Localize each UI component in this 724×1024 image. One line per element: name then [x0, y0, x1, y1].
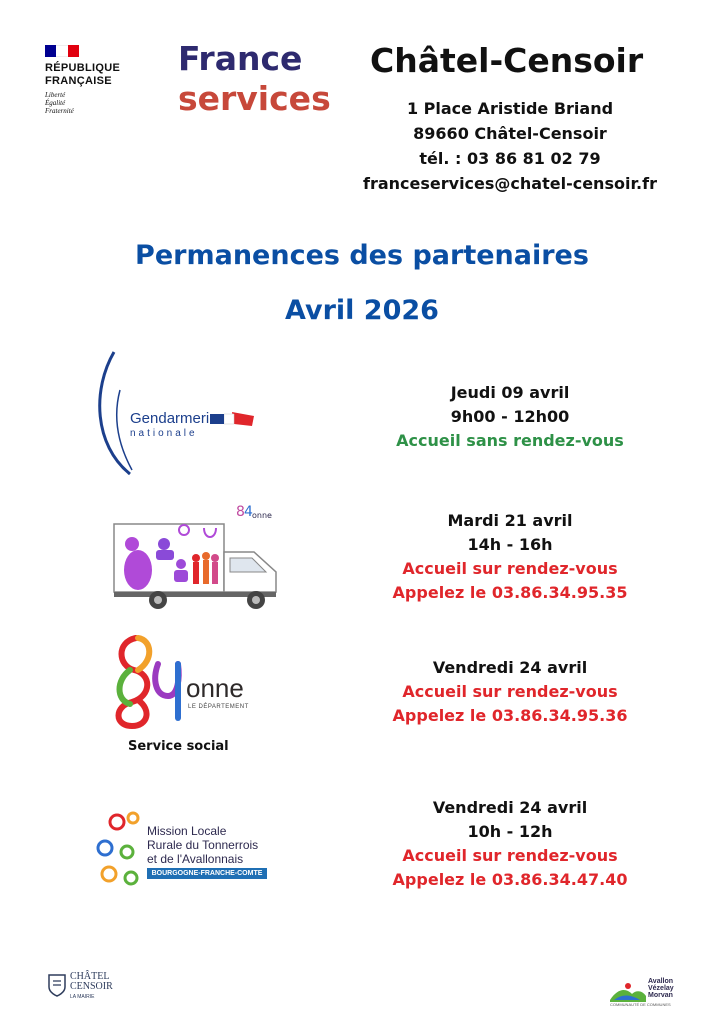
republique-motto: Liberté Égalité Fraternité: [45, 91, 74, 115]
french-flag-icon: [45, 45, 79, 57]
mission-locale-line2: Rurale du Tonnerrois: [147, 838, 259, 852]
partner-1-day: Jeudi 09 avril: [450, 383, 570, 402]
page-title: Permanences des partenaires: [135, 240, 589, 271]
page-subtitle-month: Avril 2026: [285, 295, 439, 326]
address-city: 89660 Châtel-Censoir: [413, 124, 607, 143]
chatel-censoir-mairie-logo: CHÂTEL CENSOIR LA MAIRIE: [47, 972, 127, 1002]
pmi-yonne-mini-text: onne: [252, 511, 272, 520]
republique-francaise-label: RÉPUBLIQUE FRANÇAISE: [45, 62, 121, 87]
mission-locale-line1: Mission Locale: [147, 824, 227, 838]
yonne-logo-name: onne: [186, 673, 244, 703]
address-email[interactable]: franceservices@chatel-censoir.fr: [363, 174, 657, 193]
partner-3-schedule: [330, 656, 690, 728]
partner-1-access: Accueil sans rendez-vous: [396, 431, 624, 450]
partner-1-schedule: [330, 381, 690, 453]
partner-4-day: Vendredi 24 avril: [432, 798, 588, 817]
gendarmerie-logo: [92, 350, 267, 480]
avallon-vezelay-morvan-logo: Avallon Vézelay Morvan COMMUNAUTÉ DE COMMUNES: [610, 978, 674, 1007]
partner-2-day: Mardi 21 avril: [447, 511, 573, 530]
mission-locale-logo: [95, 810, 270, 892]
partner-2-phone: Appelez le 03.86.34.95.35: [392, 583, 628, 602]
partner-3-phone: Appelez le 03.86.34.95.36: [392, 706, 628, 725]
partner-3-access: Accueil sur rendez-vous: [402, 682, 618, 701]
address-street: 1 Place Aristide Briand: [406, 99, 614, 118]
partner-4-access: Accueil sur rendez-vous: [402, 846, 618, 865]
partner-4-phone: Appelez le 03.86.34.47.40: [392, 870, 628, 889]
gendarmerie-logo-subtitle: nationale: [130, 428, 198, 439]
partner-3-caption: Service social: [128, 739, 229, 754]
partner-2-schedule: [330, 509, 690, 605]
partner-4-hours: 10h - 12h: [467, 822, 553, 841]
address-phone: tél. : 03 86 81 02 79: [419, 149, 601, 168]
partner-2-access: Accueil sur rendez-vous: [402, 559, 618, 578]
svg-text:8: 8: [236, 504, 245, 520]
mission-locale-region-band: BOURGOGNE-FRANCHE-COMTE: [147, 868, 267, 879]
france-services-logo-services: services: [178, 79, 331, 118]
france-services-logo-france: France: [178, 39, 303, 78]
yonne-logo-subtitle: LE DÉPARTEMENT: [188, 704, 249, 710]
gendarmerie-logo-title: Gendarmerie: [130, 410, 218, 427]
partner-1-hours: 9h00 - 12h00: [450, 407, 570, 426]
partner-2-hours: 14h - 16h: [467, 535, 553, 554]
mission-locale-line3: et de l'Avallonnais: [147, 852, 244, 866]
pmi-truck-logo: [108, 500, 288, 615]
town-title: Châtel-Censoir: [370, 41, 644, 80]
svg-text:4: 4: [244, 504, 253, 520]
partner-3-day: Vendredi 24 avril: [432, 658, 588, 677]
yonne-departement-logo: [108, 630, 278, 730]
partner-4-schedule: [330, 796, 690, 892]
